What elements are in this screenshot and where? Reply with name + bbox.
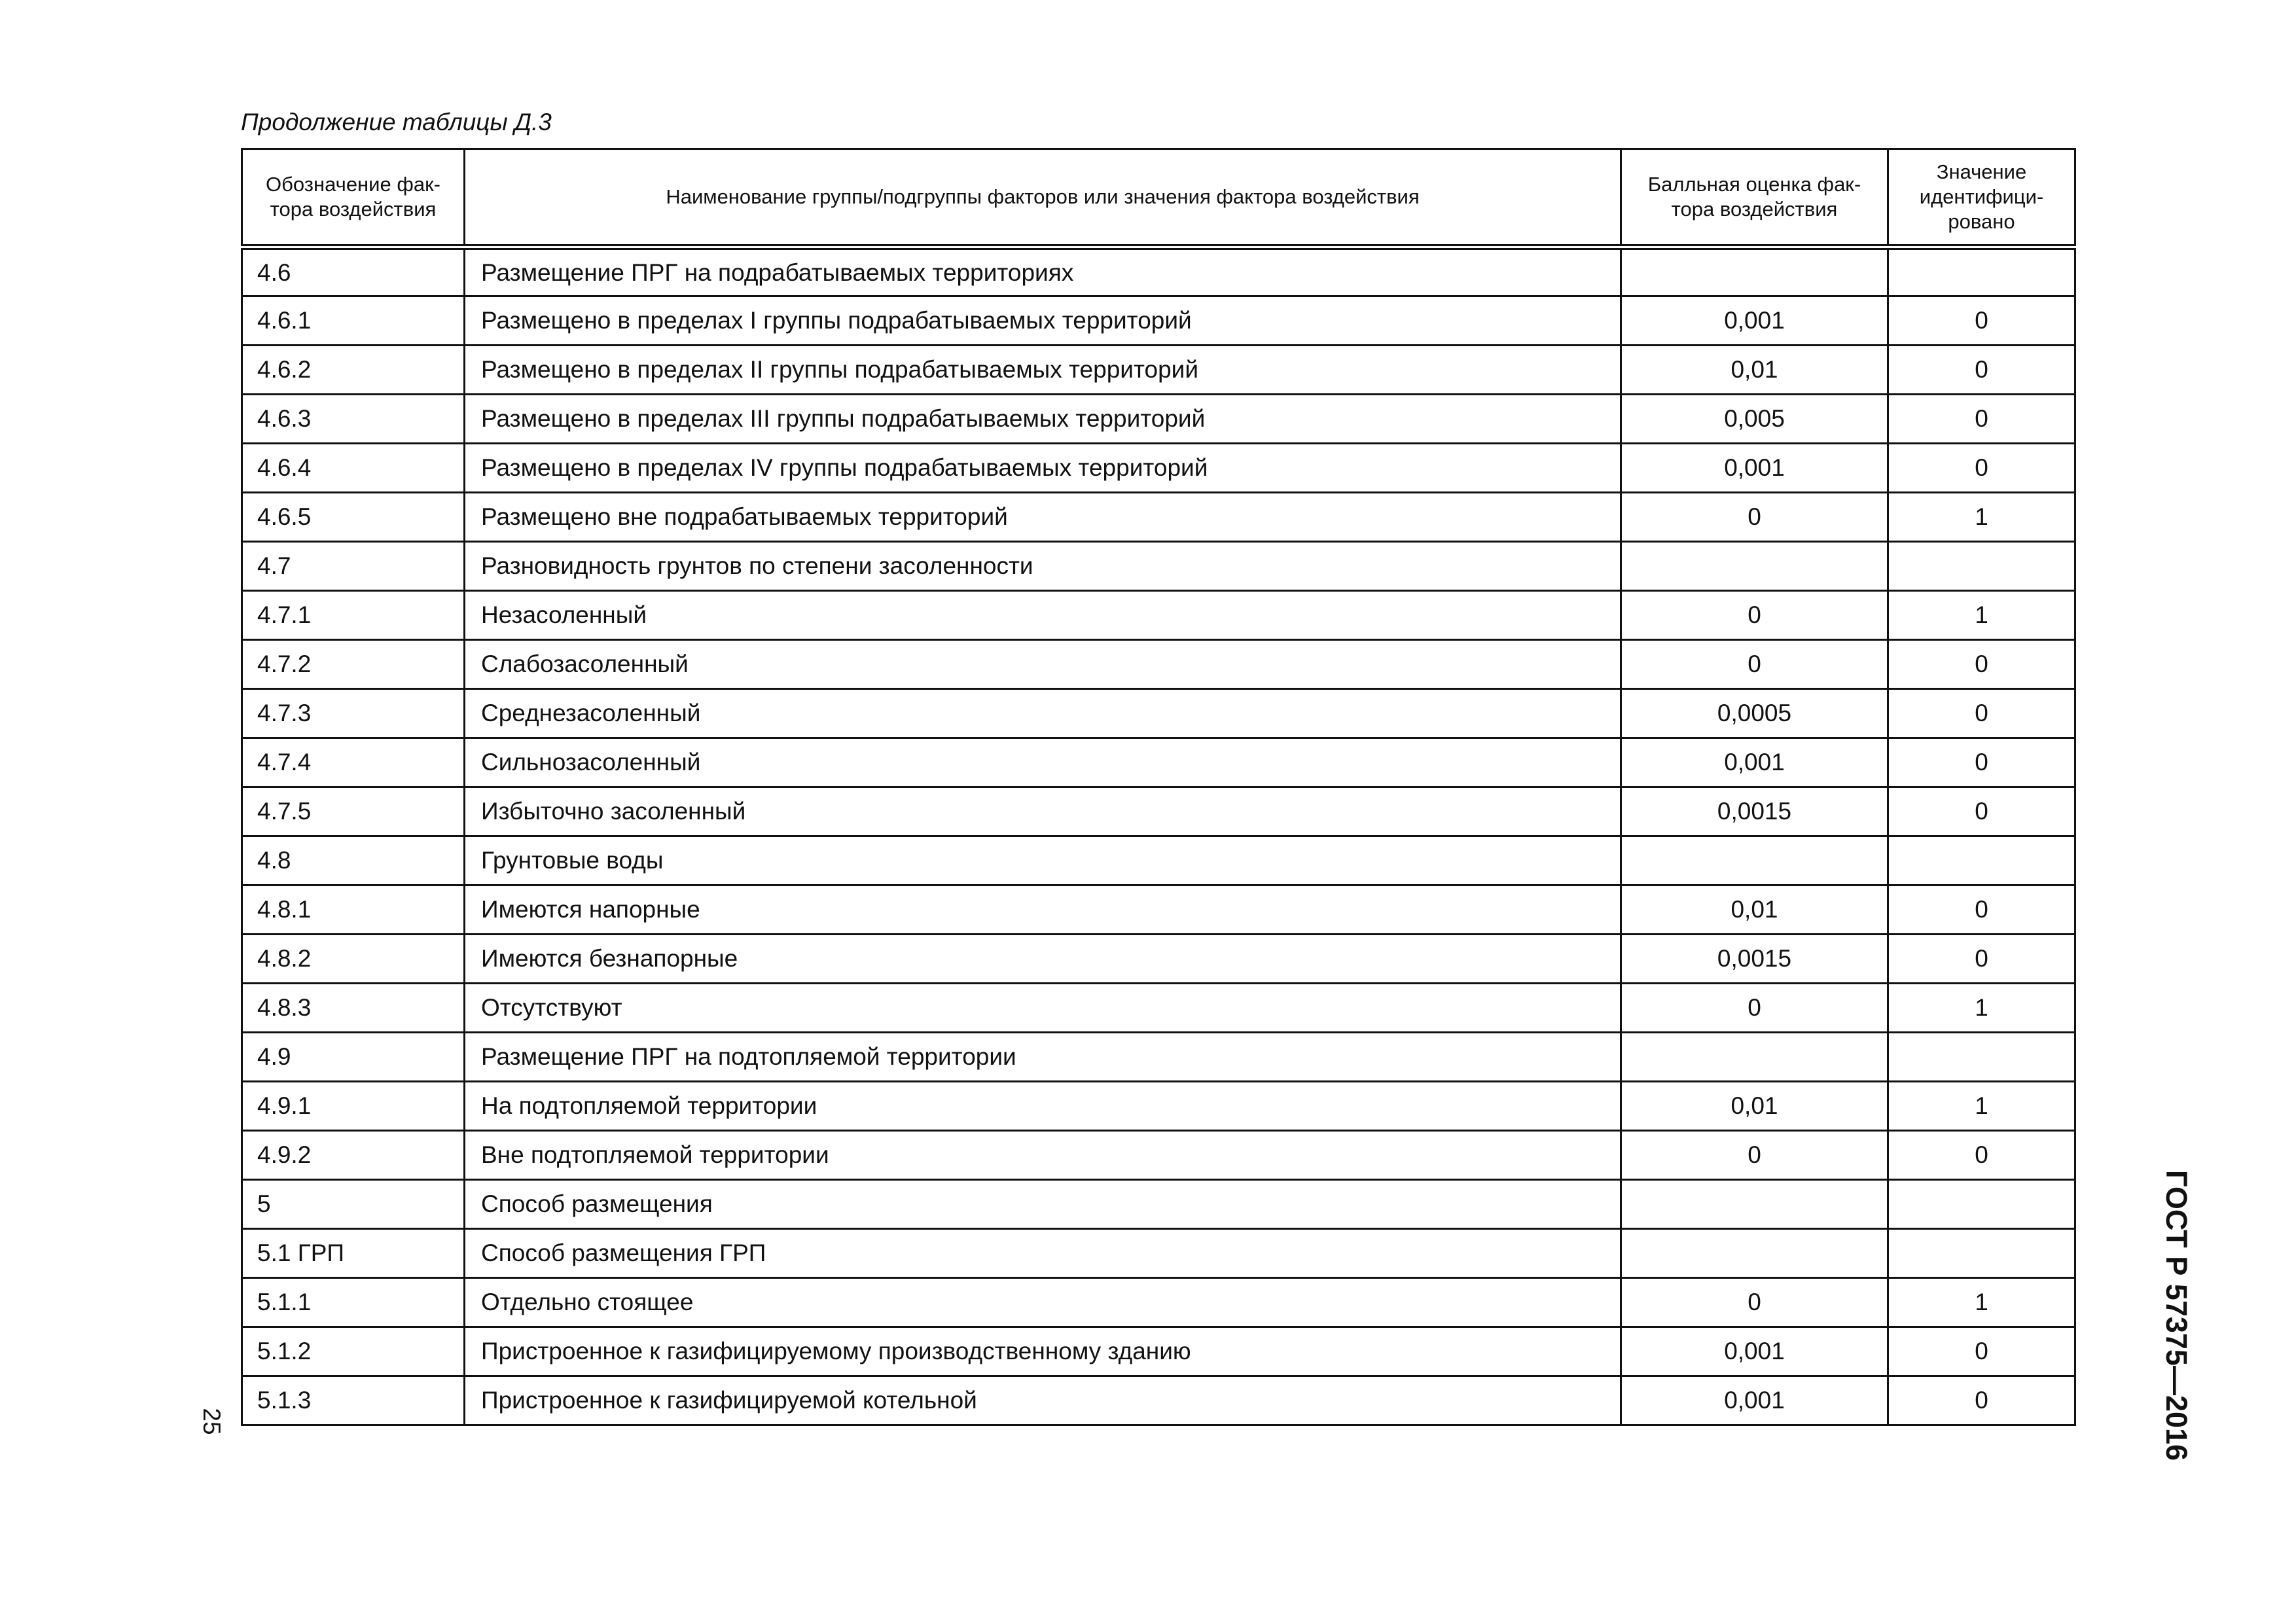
factors-table bbox=[241, 148, 2076, 1426]
factor-name: Способ размещения ГРП bbox=[465, 1229, 1621, 1278]
factor-identified: 1 bbox=[1888, 493, 2075, 542]
factor-code: 4.7.5 bbox=[242, 787, 465, 836]
table-row bbox=[242, 787, 2075, 836]
factor-code: 4.7.2 bbox=[242, 640, 465, 689]
factor-identified: 0 bbox=[1888, 1327, 2075, 1376]
table-row bbox=[242, 493, 2075, 542]
factor-name: Сильнозасоленный bbox=[465, 738, 1621, 787]
factor-identified: 0 bbox=[1888, 640, 2075, 689]
table-row bbox=[242, 885, 2075, 935]
factor-name: Размещено в пределах III группы подрабатываемых территорий bbox=[465, 395, 1621, 444]
factor-code: 4.7.1 bbox=[242, 591, 465, 640]
factor-code: 4.6 bbox=[242, 247, 465, 296]
factor-score: 0,0015 bbox=[1621, 935, 1888, 984]
factor-identified bbox=[1888, 836, 2075, 885]
table-row bbox=[242, 836, 2075, 885]
table-row bbox=[242, 444, 2075, 493]
factor-code: 4.6.3 bbox=[242, 395, 465, 444]
table-row bbox=[242, 689, 2075, 738]
table-row bbox=[242, 1180, 2075, 1229]
factor-identified bbox=[1888, 542, 2075, 591]
factor-score bbox=[1621, 836, 1888, 885]
factor-code: 4.6.4 bbox=[242, 444, 465, 493]
factor-identified: 0 bbox=[1888, 444, 2075, 493]
factor-identified: 0 bbox=[1888, 689, 2075, 738]
table-row bbox=[242, 296, 2075, 346]
factor-code: 4.6.5 bbox=[242, 493, 465, 542]
table-header-row bbox=[242, 149, 2075, 247]
factor-code: 4.9.1 bbox=[242, 1082, 465, 1131]
factor-score: 0,0005 bbox=[1621, 689, 1888, 738]
header-score: Балльная оценка фак-тора воздействия bbox=[1621, 149, 1888, 247]
table-row bbox=[242, 1131, 2075, 1180]
header-identified: Значение идентифици-ровано bbox=[1888, 149, 2075, 247]
factor-code: 4.8.3 bbox=[242, 984, 465, 1033]
factor-score: 0 bbox=[1621, 1131, 1888, 1180]
factor-code: 4.8 bbox=[242, 836, 465, 885]
factor-identified: 0 bbox=[1888, 738, 2075, 787]
factor-score: 0,001 bbox=[1621, 444, 1888, 493]
factor-code: 4.7 bbox=[242, 542, 465, 591]
factor-identified: 0 bbox=[1888, 346, 2075, 395]
factor-identified: 0 bbox=[1888, 395, 2075, 444]
factor-code: 4.7.4 bbox=[242, 738, 465, 787]
factor-name: Слабозасоленный bbox=[465, 640, 1621, 689]
factor-score: 0 bbox=[1621, 984, 1888, 1033]
factor-identified: 0 bbox=[1888, 885, 2075, 935]
factor-score: 0 bbox=[1621, 493, 1888, 542]
factor-name: Имеются напорные bbox=[465, 885, 1621, 935]
table-row bbox=[242, 542, 2075, 591]
table-row bbox=[242, 1229, 2075, 1278]
factor-score: 0,0015 bbox=[1621, 787, 1888, 836]
factor-identified bbox=[1888, 1180, 2075, 1229]
factor-name: Размещено в пределах I группы подрабатываемых территорий bbox=[465, 296, 1621, 346]
table-row bbox=[242, 1376, 2075, 1425]
table-caption: Продолжение таблицы Д.3 bbox=[241, 109, 552, 135]
table-row bbox=[242, 640, 2075, 689]
table-row bbox=[242, 738, 2075, 787]
factor-identified bbox=[1888, 1033, 2075, 1082]
header-factor-code: Обозначение фак-тора воздействия bbox=[242, 149, 465, 247]
factor-identified: 0 bbox=[1888, 1131, 2075, 1180]
factor-score: 0,01 bbox=[1621, 346, 1888, 395]
factor-name: Имеются безнапорные bbox=[465, 935, 1621, 984]
factor-name: Среднезасоленный bbox=[465, 689, 1621, 738]
factor-identified: 1 bbox=[1888, 984, 2075, 1033]
table-row bbox=[242, 247, 2075, 296]
factor-name: Отдельно стоящее bbox=[465, 1278, 1621, 1327]
table-row bbox=[242, 1082, 2075, 1131]
factor-name: Отсутствуют bbox=[465, 984, 1621, 1033]
factor-score bbox=[1621, 542, 1888, 591]
factor-score: 0,001 bbox=[1621, 1327, 1888, 1376]
factor-name: Избыточно засоленный bbox=[465, 787, 1621, 836]
factor-score bbox=[1621, 1180, 1888, 1229]
header-factor-name: Наименование группы/подгруппы факторов или значения фактора воздействия bbox=[465, 149, 1621, 247]
document-code: ГОСТ Р 57375—2016 bbox=[2160, 1170, 2193, 1461]
table-row bbox=[242, 1278, 2075, 1327]
factor-score: 0,001 bbox=[1621, 296, 1888, 346]
factor-score: 0,01 bbox=[1621, 1082, 1888, 1131]
factor-code: 5.1.2 bbox=[242, 1327, 465, 1376]
factor-identified bbox=[1888, 247, 2075, 296]
table-row bbox=[242, 346, 2075, 395]
factor-identified: 1 bbox=[1888, 1082, 2075, 1131]
factor-identified: 0 bbox=[1888, 296, 2075, 346]
factor-code: 4.8.2 bbox=[242, 935, 465, 984]
factor-identified: 0 bbox=[1888, 935, 2075, 984]
factor-identified: 1 bbox=[1888, 591, 2075, 640]
factor-name: Незасоленный bbox=[465, 591, 1621, 640]
factor-score bbox=[1621, 1033, 1888, 1082]
factor-score: 0 bbox=[1621, 640, 1888, 689]
factor-name: На подтопляемой территории bbox=[465, 1082, 1621, 1131]
factor-code: 4.9.2 bbox=[242, 1131, 465, 1180]
table-row bbox=[242, 984, 2075, 1033]
factor-name: Размещение ПРГ на подрабатываемых территориях bbox=[465, 247, 1621, 296]
table-row bbox=[242, 1327, 2075, 1376]
factor-score: 0,005 bbox=[1621, 395, 1888, 444]
factor-code: 4.7.3 bbox=[242, 689, 465, 738]
factor-name: Размещение ПРГ на подтопляемой территории bbox=[465, 1033, 1621, 1082]
factor-code: 5.1 ГРП bbox=[242, 1229, 465, 1278]
table-row bbox=[242, 935, 2075, 984]
factor-identified bbox=[1888, 1229, 2075, 1278]
page-number: 25 bbox=[198, 1408, 225, 1435]
factor-code: 5.1.1 bbox=[242, 1278, 465, 1327]
factor-score: 0,01 bbox=[1621, 885, 1888, 935]
factor-score bbox=[1621, 247, 1888, 296]
factor-identified: 0 bbox=[1888, 787, 2075, 836]
table-row bbox=[242, 591, 2075, 640]
factor-score: 0 bbox=[1621, 1278, 1888, 1327]
factor-score: 0 bbox=[1621, 591, 1888, 640]
factor-code: 4.8.1 bbox=[242, 885, 465, 935]
factor-score bbox=[1621, 1229, 1888, 1278]
factor-name: Способ размещения bbox=[465, 1180, 1621, 1229]
factor-code: 4.6.2 bbox=[242, 346, 465, 395]
factor-name: Грунтовые воды bbox=[465, 836, 1621, 885]
factor-identified: 0 bbox=[1888, 1376, 2075, 1425]
table-row bbox=[242, 395, 2075, 444]
factor-code: 4.6.1 bbox=[242, 296, 465, 346]
factor-score: 0,001 bbox=[1621, 738, 1888, 787]
factor-name: Пристроенное к газифицируемому производственному зданию bbox=[465, 1327, 1621, 1376]
table-row bbox=[242, 1033, 2075, 1082]
factor-identified: 1 bbox=[1888, 1278, 2075, 1327]
factor-name: Размещено вне подрабатываемых территорий bbox=[465, 493, 1621, 542]
factor-name: Размещено в пределах II группы подрабатываемых территорий bbox=[465, 346, 1621, 395]
factor-name: Размещено в пределах IV группы подрабатываемых территорий bbox=[465, 444, 1621, 493]
factor-name: Вне подтопляемой территории bbox=[465, 1131, 1621, 1180]
factor-code: 4.9 bbox=[242, 1033, 465, 1082]
factor-code: 5.1.3 bbox=[242, 1376, 465, 1425]
factor-score: 0,001 bbox=[1621, 1376, 1888, 1425]
factor-name: Пристроенное к газифицируемой котельной bbox=[465, 1376, 1621, 1425]
factor-code: 5 bbox=[242, 1180, 465, 1229]
factor-name: Разновидность грунтов по степени засоленности bbox=[465, 542, 1621, 591]
